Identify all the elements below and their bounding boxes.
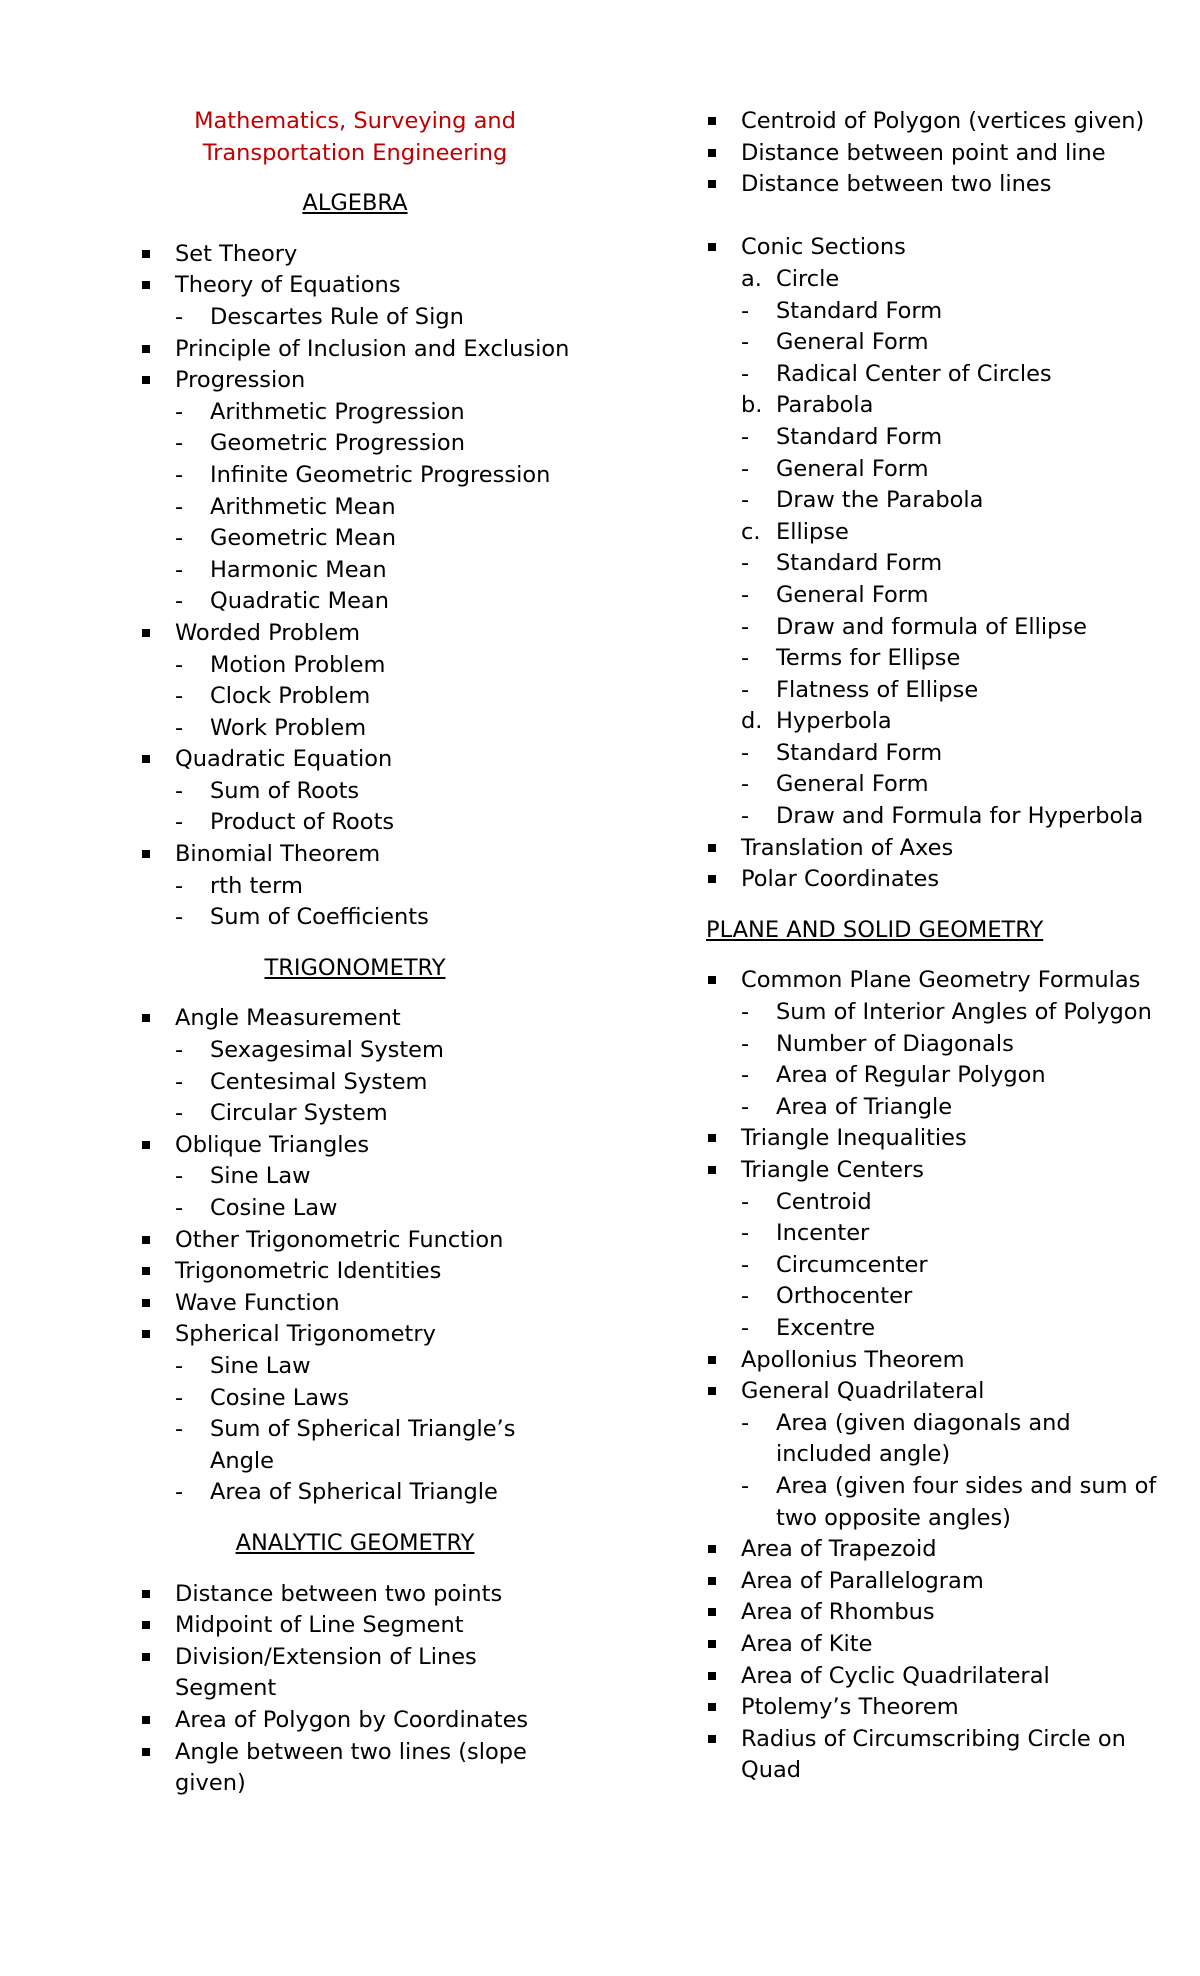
title-line-2: Transportation Engineering <box>202 139 508 166</box>
list-item-label: General Quadrilateral <box>741 1378 985 1405</box>
sub-list-item-label: Circular System <box>210 1100 388 1127</box>
list-item <box>706 1692 1166 1724</box>
sub-list-item-label: Number of Diagonals <box>776 1030 1014 1057</box>
sub-list-item <box>741 548 1166 580</box>
sub-list-item <box>175 523 570 555</box>
sub-list-item-label: Draw the Parabola <box>776 487 984 514</box>
sub-list-item-label: Sum of Spherical Triangle’s Angle <box>210 1416 516 1474</box>
conic-sections-list <box>706 232 1166 264</box>
sub-list-item <box>175 1383 570 1415</box>
square-bullet-icon <box>708 243 716 251</box>
list-item <box>140 239 570 271</box>
sub-list-item-label: Arithmetic Mean <box>210 493 396 520</box>
square-bullet-icon <box>142 1014 150 1022</box>
sub-list-item-label: Work Problem <box>210 714 367 741</box>
dash-bullet-icon: - <box>741 581 750 608</box>
sub-list-item-label: Area of Spherical Triangle <box>210 1479 498 1506</box>
sub-list-item-label: General Form <box>776 455 929 482</box>
sub-list-item <box>741 1029 1166 1061</box>
list-item-label: Triangle Centers <box>741 1157 924 1183</box>
square-bullet-icon <box>142 1330 150 1338</box>
list-item-label: Other Trigonometric Function <box>175 1226 504 1253</box>
list-item-label: Area of Polygon by Coordinates <box>175 1706 529 1733</box>
sub-list <box>175 397 570 618</box>
dash-bullet-icon: - <box>175 303 184 330</box>
dash-bullet-icon: - <box>741 676 750 703</box>
title-line-1: Mathematics, Surveying and <box>194 108 516 134</box>
sub-list-item-label: Descartes Rule of Sign <box>210 303 464 330</box>
square-bullet-icon <box>142 1748 150 1756</box>
dash-bullet-icon: - <box>175 683 184 710</box>
sub-list-item-label: Clock Problem <box>210 683 371 710</box>
sub-list-item <box>741 359 1166 391</box>
conic-group <box>741 390 1166 422</box>
square-bullet-icon <box>708 1387 716 1395</box>
list-item-label: Wave Function <box>175 1289 340 1316</box>
dash-bullet-icon: - <box>175 651 184 678</box>
square-bullet-icon <box>142 1653 150 1661</box>
sub-list <box>175 650 570 745</box>
square-bullet-icon <box>708 1640 716 1648</box>
sub-list-item-label: General Form <box>776 581 929 608</box>
dash-bullet-icon: - <box>175 556 184 583</box>
list-item <box>706 1661 1166 1693</box>
dash-bullet-icon: - <box>741 1283 750 1310</box>
sub-list-item-label: Sexagesimal System <box>210 1037 444 1064</box>
conic-group <box>741 517 1166 549</box>
sub-list-item <box>175 586 570 618</box>
sub-list-item <box>175 1035 570 1067</box>
square-bullet-icon <box>708 1703 716 1711</box>
dash-bullet-icon: - <box>741 1251 750 1278</box>
sub-list-item <box>741 485 1166 517</box>
list-item <box>706 864 1166 896</box>
sub-list-item <box>741 422 1166 454</box>
sub-list-item-label: Standard Form <box>776 423 943 450</box>
sub-list-item-label: Geometric Mean <box>210 525 396 552</box>
list-item-label: Area of Trapezoid <box>741 1536 937 1563</box>
sub-list-item-label: rth term <box>210 872 303 899</box>
algebra-heading: ALGEBRA <box>302 190 408 217</box>
list-item <box>140 1256 570 1288</box>
conic-group <box>741 706 1166 738</box>
list-item <box>706 106 1166 138</box>
list-item <box>706 1376 1166 1534</box>
letter-marker: c. <box>741 518 761 545</box>
list-item-label: Radius of Circumscribing Circle on Quad <box>741 1725 1126 1784</box>
square-bullet-icon <box>142 1299 150 1307</box>
sub-list-item <box>175 460 570 492</box>
square-bullet-icon <box>708 875 716 883</box>
dash-bullet-icon: - <box>175 1384 184 1411</box>
sub-list-item-label: Centroid <box>776 1188 872 1215</box>
sub-list-item <box>741 997 1166 1029</box>
square-bullet-icon <box>708 180 716 188</box>
sub-list <box>741 1408 1166 1534</box>
sub-list-item <box>175 902 570 934</box>
list-item <box>140 1579 570 1611</box>
dash-bullet-icon: - <box>175 1037 184 1064</box>
sub-list-item-label: Sum of Interior Angles of Polygon <box>776 999 1152 1026</box>
dash-bullet-icon: - <box>741 1220 750 1247</box>
square-bullet-icon <box>142 755 150 763</box>
algebra-list <box>140 239 570 934</box>
analytic-geometry-list <box>140 1579 570 1800</box>
sub-list-item <box>175 1193 570 1225</box>
square-bullet-icon <box>708 1545 716 1553</box>
sub-list-item <box>175 492 570 524</box>
dash-bullet-icon: - <box>741 739 750 766</box>
list-item <box>140 618 570 744</box>
sub-list-item <box>175 1477 570 1509</box>
sub-list-item-label: Product of Roots <box>210 809 395 836</box>
square-bullet-icon <box>708 1735 716 1743</box>
sub-list-item-label: Draw and formula of Ellipse <box>776 613 1087 640</box>
list-item <box>140 1319 570 1509</box>
letter-marker: d. <box>741 708 763 735</box>
sub-list-item <box>741 1281 1166 1313</box>
dash-bullet-icon: - <box>175 1100 184 1127</box>
sub-list-item <box>175 713 570 745</box>
sub-list-item <box>175 1161 570 1193</box>
list-item-label: Distance between two points <box>175 1580 503 1607</box>
conic-group-name: Ellipse <box>776 518 849 545</box>
list-item <box>706 1724 1166 1787</box>
dash-bullet-icon: - <box>175 904 184 931</box>
sub-list-item-label: Area (given four sides and sum of two opposite angles) <box>776 1472 1157 1531</box>
square-bullet-icon <box>708 976 716 984</box>
dash-bullet-icon: - <box>175 588 184 615</box>
square-bullet-icon <box>142 1141 150 1149</box>
dash-bullet-icon: - <box>175 525 184 552</box>
sub-list-item-label: Circumcenter <box>776 1251 928 1278</box>
sub-list-item <box>175 807 570 839</box>
sub-list-item-label: Standard Form <box>776 739 943 766</box>
list-item <box>706 1345 1166 1377</box>
list-item-label: Area of Rhombus <box>741 1599 935 1626</box>
analytic-geometry-tail-list <box>706 833 1166 896</box>
list-item-label: Midpoint of Line Segment <box>175 1612 464 1639</box>
conic-group <box>741 264 1166 296</box>
sub-list-item-label: Sine Law <box>210 1352 311 1379</box>
list-item-label: Worded Problem <box>175 619 361 646</box>
dash-bullet-icon: - <box>741 1093 750 1120</box>
list-item <box>140 270 570 333</box>
sub-list-item-label: Centesimal System <box>210 1068 428 1095</box>
conic-group-name: Circle <box>776 265 840 292</box>
square-bullet-icon <box>708 117 716 125</box>
sub-list-item-label: Arithmetic Progression <box>210 398 465 425</box>
square-bullet-icon <box>142 376 150 384</box>
list-item-label: Trigonometric Identities <box>175 1258 442 1285</box>
conic-groups <box>706 264 1166 833</box>
letter-marker: b. <box>741 392 763 419</box>
list-item-label: Ptolemy’s Theorem <box>741 1694 959 1721</box>
sub-list-item <box>175 428 570 460</box>
sub-list-item-label: Harmonic Mean <box>210 556 387 583</box>
sub-list-item <box>175 555 570 587</box>
sub-list-item-label: Cosine Law <box>210 1195 338 1221</box>
dash-bullet-icon: - <box>741 1062 750 1089</box>
list-item <box>706 1534 1166 1566</box>
sub-list-item <box>741 1313 1166 1345</box>
list-item-label: Angle between two lines (slope given) <box>175 1738 527 1797</box>
sub-list-item <box>741 675 1166 707</box>
list-item <box>140 334 570 366</box>
sub-list-item-label: Sine Law <box>210 1163 311 1190</box>
list-item <box>706 1597 1166 1629</box>
dash-bullet-icon: - <box>175 714 184 741</box>
sub-list <box>175 302 570 334</box>
list-item <box>706 1629 1166 1661</box>
sub-list-item-label: Area (given diagonals and included angle) <box>776 1409 1071 1468</box>
list-item-label: Triangle Inequalities <box>741 1125 967 1152</box>
dash-bullet-icon: - <box>175 398 184 425</box>
dash-bullet-icon: - <box>741 423 750 450</box>
trigonometry-heading: TRIGONOMETRY <box>264 954 446 981</box>
dash-bullet-icon: - <box>175 1163 184 1190</box>
list-item <box>706 1123 1166 1155</box>
list-item-label: Polar Coordinates <box>741 866 940 893</box>
sub-list-item <box>175 1351 570 1383</box>
dash-bullet-icon: - <box>175 1195 184 1221</box>
sub-list-item-label: General Form <box>776 771 929 798</box>
square-bullet-icon <box>142 281 150 289</box>
list-item-label: Progression <box>175 367 306 394</box>
sub-list-item <box>175 650 570 682</box>
sub-list-item-label: Excentre <box>776 1314 876 1341</box>
sub-list-item <box>175 776 570 808</box>
sub-list-item-label: Cosine Laws <box>210 1384 350 1411</box>
list-item-label: Oblique Triangles <box>175 1131 370 1158</box>
list-item <box>140 1642 570 1705</box>
sub-list-item <box>175 1414 570 1477</box>
square-bullet-icon <box>142 345 150 353</box>
sub-list-item <box>175 871 570 903</box>
sub-list <box>175 1351 570 1509</box>
list-item-label: Principle of Inclusion and Exclusion <box>175 335 570 362</box>
list-item <box>140 1737 570 1800</box>
dash-bullet-icon: - <box>175 1416 184 1443</box>
sub-list-item-label: Area of Triangle <box>776 1093 953 1120</box>
list-item-label: Translation of Axes <box>741 834 954 861</box>
list-item <box>706 833 1166 865</box>
sub-list-item <box>175 1098 570 1130</box>
list-item <box>706 138 1166 170</box>
list-item-label: Centroid of Polygon (vertices given) <box>741 108 1145 134</box>
sub-list-item-label: General Form <box>776 329 929 356</box>
sub-list-item-label: Draw and Formula for Hyperbola <box>776 803 1144 830</box>
list-item-label: Set Theory <box>175 240 298 267</box>
list-item-label: Area of Parallelogram <box>741 1567 984 1594</box>
sub-list-item <box>175 397 570 429</box>
sub-list-item-label: Standard Form <box>776 550 943 577</box>
square-bullet-icon <box>142 629 150 637</box>
list-item <box>140 1130 570 1225</box>
list-item <box>140 744 570 839</box>
letter-marker: a. <box>741 265 762 292</box>
square-bullet-icon <box>142 1716 150 1724</box>
list-item <box>140 365 570 618</box>
square-bullet-icon <box>708 1356 716 1364</box>
sub-list-item-label: Quadratic Mean <box>210 588 389 615</box>
dash-bullet-icon: - <box>175 430 184 457</box>
square-bullet-icon <box>142 850 150 858</box>
plane-solid-geometry-list <box>706 965 1166 1786</box>
analytic-geometry-heading: ANALYTIC GEOMETRY <box>235 1529 475 1556</box>
sub-list-item <box>175 302 570 334</box>
sub-list <box>175 871 570 934</box>
sub-list-item-label: Area of Regular Polygon <box>776 1062 1046 1089</box>
sub-list-item-label: Flatness of Ellipse <box>776 676 979 703</box>
sub-list-item <box>741 738 1166 770</box>
sub-list-item-label: Terms for Ellipse <box>776 645 961 672</box>
sub-list-item <box>741 769 1166 801</box>
spacer <box>706 201 1166 233</box>
list-item-label: Area of Cyclic Quadrilateral <box>741 1662 1050 1689</box>
list-item <box>706 232 1166 264</box>
list-item-label: Distance between point and line <box>741 139 1106 166</box>
dash-bullet-icon: - <box>175 777 184 804</box>
square-bullet-icon <box>142 1590 150 1598</box>
sub-list-item <box>741 1060 1166 1092</box>
dash-bullet-icon: - <box>175 809 184 836</box>
sub-list-item-label: Standard Form <box>776 297 943 324</box>
sub-list-item-label: Incenter <box>776 1220 870 1247</box>
dash-bullet-icon: - <box>175 493 184 520</box>
sub-list-item <box>741 1218 1166 1250</box>
list-item-label: Area of Kite <box>741 1630 873 1657</box>
conic-sections-label: Conic Sections <box>741 234 906 261</box>
square-bullet-icon <box>708 1166 716 1174</box>
sub-list-item <box>741 1092 1166 1124</box>
plane-solid-geometry-heading: PLANE AND SOLID GEOMETRY <box>706 916 1044 943</box>
dash-bullet-icon: - <box>741 1188 750 1215</box>
sub-list <box>175 776 570 839</box>
square-bullet-icon <box>142 1267 150 1275</box>
dash-bullet-icon: - <box>741 297 750 324</box>
trigonometry-list <box>140 1003 570 1509</box>
sub-list <box>175 1161 570 1224</box>
list-item <box>140 1225 570 1257</box>
list-item-label: Apollonius Theorem <box>741 1346 965 1373</box>
list-item-label: Binomial Theorem <box>175 841 381 868</box>
dash-bullet-icon: - <box>741 1030 750 1057</box>
sub-list-item-label: Geometric Progression <box>210 430 465 457</box>
sub-list-item <box>741 327 1166 359</box>
list-item-label: Quadratic Equation <box>175 746 393 773</box>
dash-bullet-icon: - <box>741 613 750 640</box>
sub-list-item <box>741 1187 1166 1219</box>
sub-list-item <box>741 1471 1166 1534</box>
sub-list-item-label: Sum of Coefficients <box>210 904 429 931</box>
sub-list <box>741 1187 1166 1345</box>
sub-list-item <box>175 681 570 713</box>
list-item <box>706 965 1166 1123</box>
dash-bullet-icon: - <box>741 455 750 482</box>
sub-list-item <box>741 612 1166 644</box>
list-item-label: Division/Extension of Lines Segment <box>175 1643 477 1702</box>
sub-list-item-label: Radical Center of Circles <box>776 360 1052 387</box>
document-title <box>140 106 570 169</box>
dash-bullet-icon: - <box>741 329 750 356</box>
sub-list-item <box>741 801 1166 833</box>
square-bullet-icon <box>708 1134 716 1142</box>
dash-bullet-icon: - <box>175 1352 184 1379</box>
sub-list <box>741 997 1166 1123</box>
list-item <box>140 1003 570 1129</box>
square-bullet-icon <box>708 1672 716 1680</box>
sub-list-item <box>741 643 1166 675</box>
left-column <box>140 106 570 1800</box>
square-bullet-icon <box>708 1608 716 1616</box>
list-item <box>706 1566 1166 1598</box>
square-bullet-icon <box>142 250 150 258</box>
list-item <box>140 1288 570 1320</box>
list-item-label: Angle Measurement <box>175 1005 401 1032</box>
dash-bullet-icon: - <box>741 360 750 387</box>
dash-bullet-icon: - <box>741 645 750 672</box>
square-bullet-icon <box>708 1577 716 1585</box>
list-item-label: Theory of Equations <box>175 272 401 299</box>
sub-list-item <box>175 1067 570 1099</box>
list-item <box>140 839 570 934</box>
sub-list <box>175 1035 570 1130</box>
list-item <box>140 1610 570 1642</box>
sub-list-item <box>741 296 1166 328</box>
sub-list-item <box>741 1408 1166 1471</box>
list-item <box>140 1705 570 1737</box>
list-item-label: Spherical Trigonometry <box>175 1321 436 1348</box>
dash-bullet-icon: - <box>741 487 750 514</box>
square-bullet-icon <box>708 844 716 852</box>
list-item-label: Distance between two lines <box>741 171 1052 198</box>
list-item-label: Common Plane Geometry Formulas <box>741 967 1141 994</box>
dash-bullet-icon: - <box>741 803 750 830</box>
sub-list-item <box>741 1250 1166 1282</box>
dash-bullet-icon: - <box>741 550 750 577</box>
dash-bullet-icon: - <box>741 1472 750 1499</box>
right-column <box>706 106 1166 1787</box>
dash-bullet-icon: - <box>741 1409 750 1436</box>
sub-list-item-label: Infinite Geometric Progression <box>210 461 551 488</box>
dash-bullet-icon: - <box>741 999 750 1026</box>
list-item <box>706 1155 1166 1345</box>
square-bullet-icon <box>142 1621 150 1629</box>
sub-list-item-label: Motion Problem <box>210 651 386 678</box>
list-item <box>706 169 1166 201</box>
dash-bullet-icon: - <box>741 1314 750 1341</box>
conic-group-name: Parabola <box>776 392 874 419</box>
sub-list-item-label: Sum of Roots <box>210 777 360 804</box>
dash-bullet-icon: - <box>741 771 750 798</box>
dash-bullet-icon: - <box>175 1068 184 1095</box>
dash-bullet-icon: - <box>175 1479 184 1506</box>
dash-bullet-icon: - <box>175 872 184 899</box>
conic-group-name: Hyperbola <box>776 708 892 735</box>
sub-list-item-label: Orthocenter <box>776 1283 913 1310</box>
dash-bullet-icon: - <box>175 461 184 488</box>
sub-list-item <box>741 580 1166 612</box>
analytic-geometry-continued-list <box>706 106 1166 201</box>
sub-list-item <box>741 454 1166 486</box>
square-bullet-icon <box>708 149 716 157</box>
square-bullet-icon <box>142 1236 150 1244</box>
